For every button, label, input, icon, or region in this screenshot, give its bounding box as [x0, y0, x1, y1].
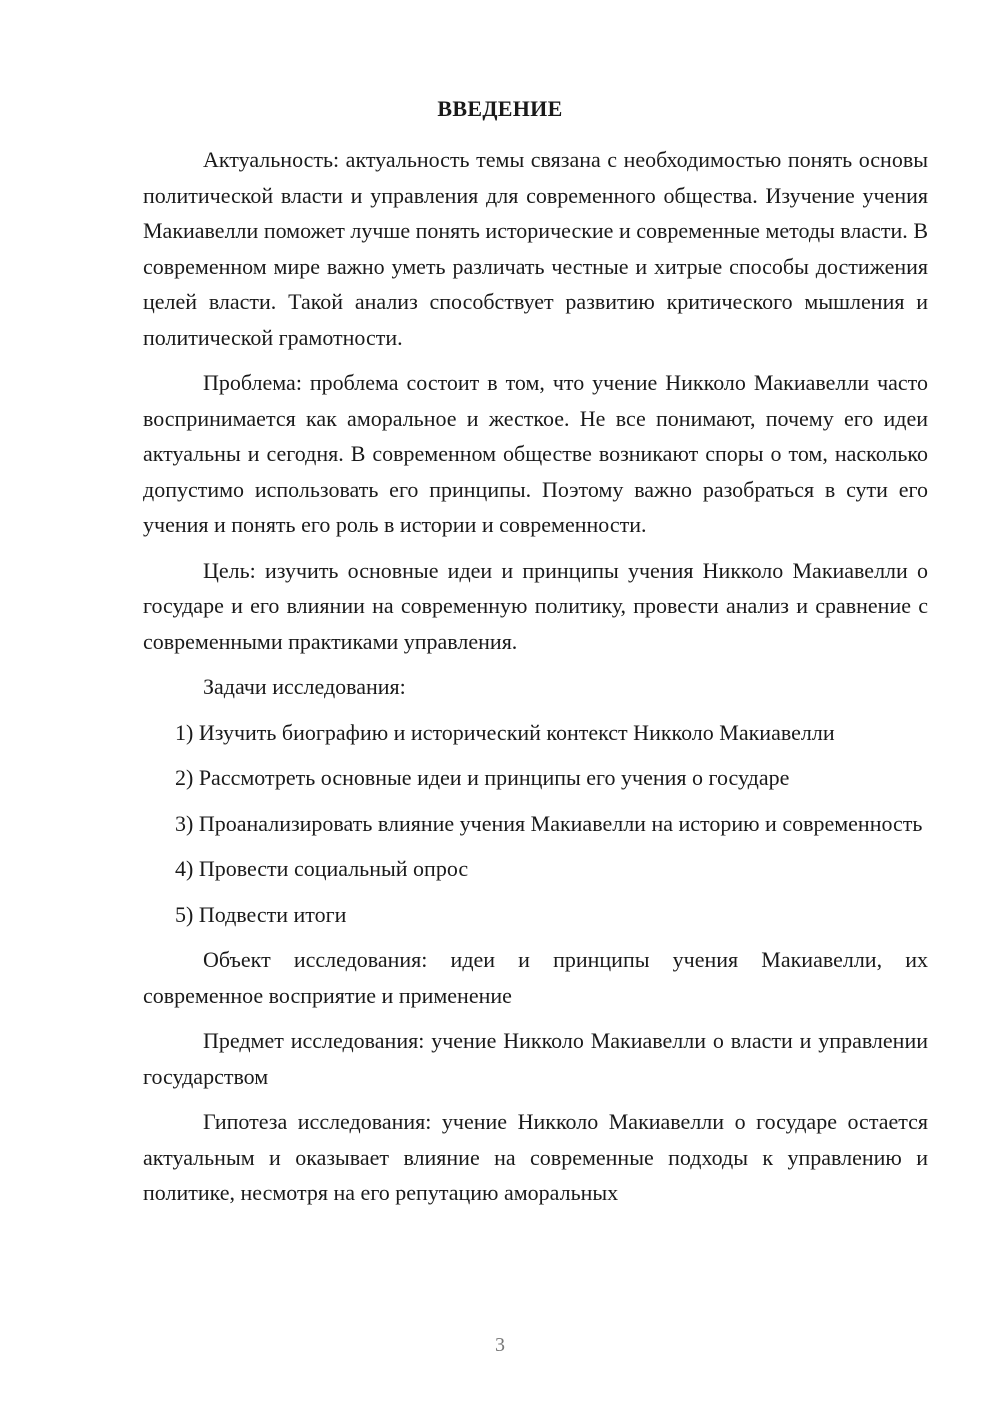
page-number: 3	[495, 1334, 505, 1356]
task-item-5: 5) Подвести итоги	[175, 901, 347, 927]
document-body	[143, 142, 928, 1221]
task-item-2: 2) Рассмотреть основные идеи и принципы его учения о государе	[175, 765, 790, 790]
task-item-3: 3) Проанализировать влияние учения Макиавелли на историю и современность	[175, 810, 923, 836]
paragraph-hypothesis: Гипотеза исследования: учение Никколо Макиавелли о государе остается актуальным и оказывает влияние на современные подходы к управлению и политике, несмотря на его репутацию аморальных	[143, 1109, 928, 1205]
paragraph-problem: Проблема: проблема состоит в том, что учение Никколо Макиавелли часто воспринимается как аморальное и жесткое. Не все понимают, почему его идеи актуальны и сегодня. В современном обществе возникают споры о том, насколько допустимо использовать его принципы. Поэтому важно разобраться в сути его учения и понять его роль в истории и современности.	[143, 370, 928, 537]
tasks-heading: Задачи исследования:	[203, 674, 406, 699]
paragraph-goal: Цель: изучить основные идеи и принципы учения Никколо Макиавелли о государе и его влиянии на современную политику, провести анализ и сравнение с современными практиками управления.	[143, 557, 928, 654]
task-item-4: 4) Провести социальный опрос	[175, 856, 469, 881]
paragraph-relevance: Актуальность: актуальность темы связана с необходимостью понять основы политической власти и управления для современного общества. Изучение учения Макиавелли поможет лучше понять исторические и современные методы власти. В современном мире важно уметь различать честные и хитрые способы достижения целей власти. Такой анализ способствует развитию критического мышления и политической грамотности.	[143, 147, 928, 350]
paragraph-object: Объект исследования: идеи и принципы учения Макиавелли, их современное восприятие и применение	[143, 947, 928, 1008]
paragraph-subject: Предмет исследования: учение Никколо Макиавелли о власти и управлении государством	[143, 1028, 928, 1089]
task-item-1: 1) Изучить биографию и исторический контекст Никколо Макиавелли	[175, 719, 835, 745]
page-title: ВВЕДЕНИЕ	[437, 96, 563, 121]
